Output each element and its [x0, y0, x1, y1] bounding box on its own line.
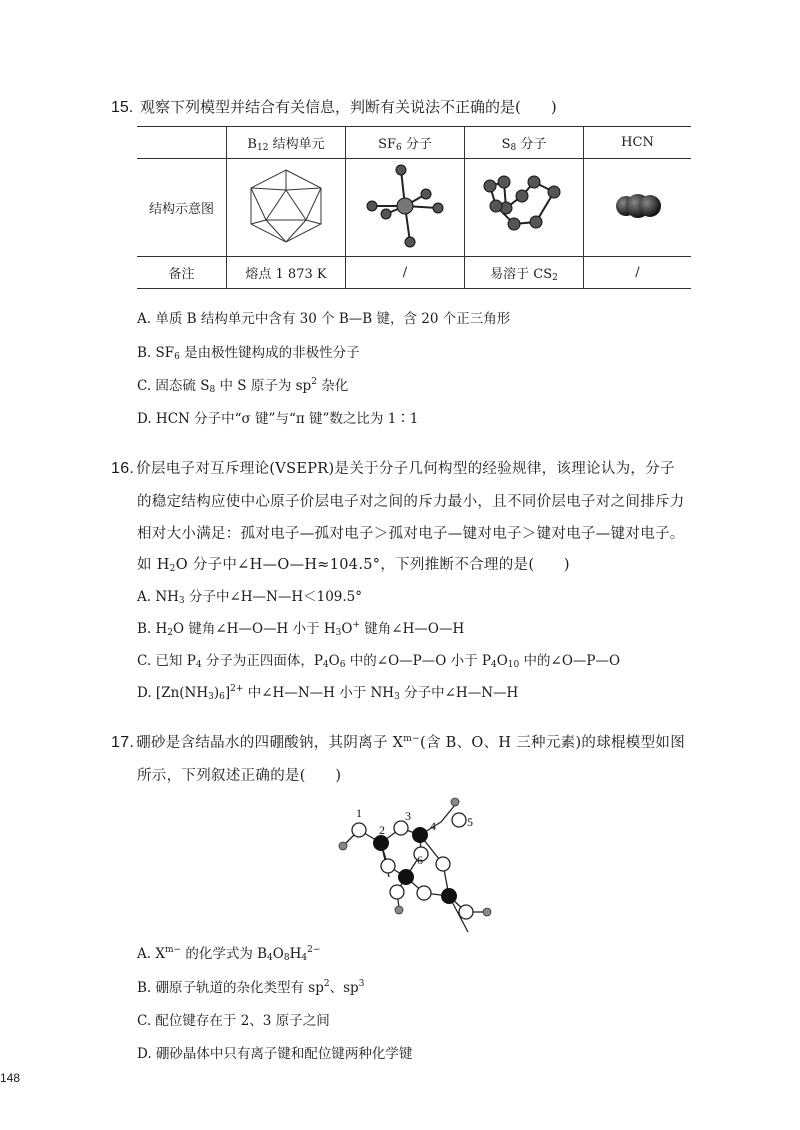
note-sf6: / [346, 257, 465, 289]
q17-option-d: D. 硼砂晶体中只有离子键和配位键两种化学键 [137, 1046, 413, 1062]
q16-option-a: A. $NH_3$ 分子中∠H—N—H＜109.5° [137, 589, 363, 606]
q16-stem-line4: 如 $H_2O$ 分子中∠H—O—H≈104.5°，下列推断不合理的是( ) [137, 557, 570, 574]
atom-label-6: 6 [417, 853, 423, 867]
q17-option-a: A. $X^{m-}$ 的化学式为 $B_4O_8H_4^{2-}$ [137, 945, 321, 963]
atom-label-1: 1 [356, 806, 362, 820]
q16-stem-line3: 相对大小满足：孤对电子—孤对电子＞孤对电子—键对电子＞键对电子—键对电子。 [137, 526, 685, 542]
header-sf6: $SF_6$ 分子 [346, 127, 465, 159]
q16-option-b: B. $H_2O$ 键角∠H—O—H 小于 $H_3O^+$ 键角∠H—O—H [137, 620, 465, 638]
note-s8: 易溶于 $CS_2$ [465, 257, 584, 289]
q15-model-table [137, 126, 691, 289]
s8-ring-model [474, 164, 574, 248]
table-corner-cell [137, 127, 227, 159]
atom-label-5: 5 [467, 815, 473, 829]
note-hcn: / [584, 257, 692, 289]
q17-option-c: C. 配位键存在于 2、3 原子之间 [137, 1013, 330, 1029]
b12-icosahedron-figure [227, 159, 346, 257]
q17-stem-line1: 17. 硼砂是含结晶水的四硼酸钠，其阴离子 $X^{m-}$(含 B、O、H 三种元素)的球棍模型如图 [111, 734, 686, 751]
icosahedron-diagram [241, 166, 331, 246]
q15-option-d: D. HCN 分子中“σ 键”与“π 键”数之比为 1∶1 [137, 411, 419, 427]
q15-stem: 15. 观察下列模型并结合有关信息，判断有关说法不正确的是( ) [111, 98, 557, 116]
header-s8: $S_8$ 分子 [465, 127, 584, 159]
atom-label-3: 3 [405, 809, 411, 823]
q15-option-b: B. $SF_6$ 是由极性键构成的非极性分子 [137, 345, 360, 362]
note-b12: 熔点 1 873 K [227, 257, 346, 289]
page-number: 148 [0, 1071, 21, 1085]
sf6-octahedral-model [360, 164, 450, 248]
q16-stem-line2: 的稳定结构应使中心原子价层电子对之间的斥力最小，且不同价层电子对之间排斥力 [137, 494, 685, 510]
q17-option-b: B. 硼原子轨道的杂化类型有 $sp^2$、$sp^3$ [137, 979, 365, 996]
header-b12: $B_{12}$ 结构单元 [227, 127, 346, 159]
q15-option-a: A. 单质 B 结构单元中含有 30 个 B—B 键，含 20 个正三角形 [137, 311, 511, 327]
row-label-notes: 备注 [137, 257, 227, 289]
q17-stem-line2: 所示，下列叙述正确的是( ) [137, 768, 342, 784]
q16-option-d: D. $[Zn(NH_3)_6]^{2+}$ 中∠H—N—H 小于 $NH_3$ 分子中∠H—N—H [137, 684, 519, 702]
q15-option-c: C. 固态硫 $S_8$ 中 S 原子为 $sp^2$ 杂化 [137, 377, 349, 395]
s8-molecule-figure [465, 159, 584, 257]
atom-label-4: 4 [430, 819, 436, 833]
hcn-spacefill-model [608, 186, 668, 226]
borax-anion-ball-stick-model [325, 790, 505, 935]
sf6-molecule-figure [346, 159, 465, 257]
q16-stem-line1: 16. 价层电子对互斥理论(VSEPR)是关于分子几何构型的经验规律，该理论认为，分子 [111, 460, 675, 477]
header-hcn: HCN [584, 127, 692, 159]
atom-label-2: 2 [379, 823, 385, 837]
row-label-structure: 结构示意图 [137, 159, 227, 257]
q16-option-c: C. 已知 $P_4$ 分子为正四面体，$P_4O_6$ 中的∠O—P—O 小于 $P_4O_{10}$ 中的∠O—P—O [137, 653, 621, 670]
hcn-molecule-figure [584, 159, 692, 257]
